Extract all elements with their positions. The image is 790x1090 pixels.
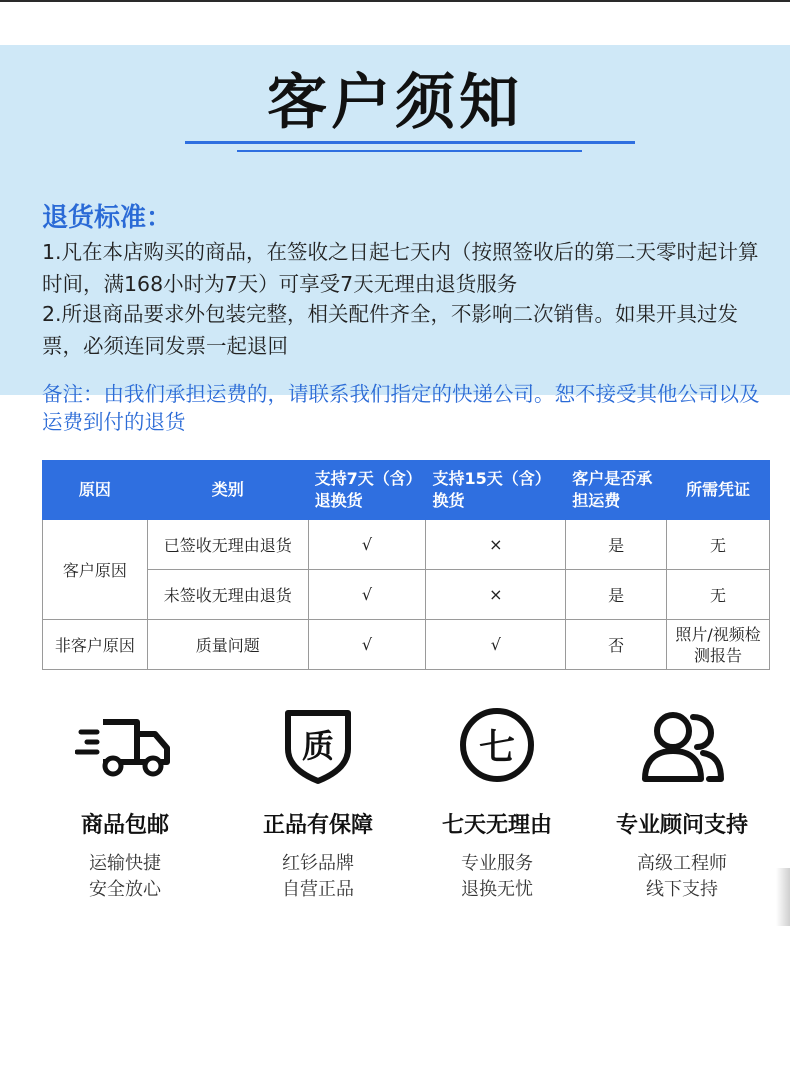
- cell-proof: 无: [667, 570, 770, 620]
- quality-shield-icon: [228, 705, 408, 785]
- cell-category: 未签收无理由退货: [147, 570, 308, 620]
- return-standard-heading: 退货标准：: [42, 203, 173, 233]
- cell-7day: √: [308, 520, 426, 570]
- svg-text:七: 七: [478, 727, 516, 768]
- shipping-note: 备注：由我们承担运费的，请联系我们指定的快递公司。恕不接受其他公司以及运费到付的退货: [42, 382, 760, 434]
- standard-paragraph-2: 2.所退商品要求外包装完整，相关配件齐全，不影响二次销售。如果开具过发票，必须连同发票一起退回: [42, 302, 739, 358]
- feature-free-shipping: [35, 705, 215, 903]
- header-7day: 支持7天（含）退换货: [308, 461, 426, 520]
- seven-circle-icon: [407, 705, 587, 785]
- cell-category: 质量问题: [147, 620, 308, 670]
- feature-name: 商品包邮: [80, 813, 169, 838]
- cell-shipping: 是: [566, 570, 667, 620]
- cell-reason-group: 客户原因: [43, 520, 148, 620]
- page-edge-shadow: [776, 868, 790, 926]
- title-underline-short: [237, 150, 582, 152]
- table-row: [43, 520, 770, 570]
- feature-name: 正品有保障: [262, 813, 373, 838]
- people-icon: [592, 705, 772, 785]
- table-row: [43, 620, 770, 670]
- header-proof: 所需凭证: [667, 461, 770, 520]
- feature-consultant: [592, 705, 772, 903]
- return-rules-table: [42, 460, 770, 670]
- cell-7day: √: [308, 570, 426, 620]
- cell-shipping: 否: [566, 620, 667, 670]
- truck-icon: [35, 705, 215, 785]
- cell-15day: ×: [426, 570, 566, 620]
- feature-genuine: [228, 705, 408, 903]
- top-border-line: [0, 0, 790, 2]
- table-header-row: [43, 461, 770, 520]
- cell-proof: 无: [667, 520, 770, 570]
- header-shipping: 客户是否承担运费: [566, 461, 667, 520]
- cell-category: 已签收无理由退货: [147, 520, 308, 570]
- standard-paragraph-1: 1.凡在本店购买的商品，在签收之日起七天内（按照签收后的第二天零时起计算时间，满168小时为7天）可享受7天无理由退货服务: [42, 240, 759, 296]
- feature-desc: 专业服务 退换无忧: [461, 853, 533, 900]
- feature-desc: 高级工程师 线下支持: [637, 853, 727, 900]
- cell-15day: √: [426, 620, 566, 670]
- cell-proof: 照片/视频检测报告: [667, 620, 770, 670]
- feature-name: 七天无理由: [441, 813, 552, 838]
- feature-seven-day: [407, 705, 587, 903]
- cell-15day: ×: [426, 520, 566, 570]
- cell-shipping: 是: [566, 520, 667, 570]
- feature-desc: 红钐品牌 自营正品: [282, 853, 354, 900]
- cell-7day: √: [308, 620, 426, 670]
- cell-reason: 非客户原因: [43, 620, 148, 670]
- feature-desc: 运输快捷 安全放心: [89, 853, 161, 900]
- feature-name: 专业顾问支持: [615, 813, 748, 838]
- title-underline: [185, 141, 635, 144]
- page-title: 客户须知: [267, 68, 523, 138]
- header-15day: 支持15天（含）换货: [426, 461, 566, 520]
- header-reason: 原因: [43, 461, 148, 520]
- table-row: [43, 570, 770, 620]
- svg-text:质: 质: [301, 727, 335, 765]
- header-category: 类别: [147, 461, 308, 520]
